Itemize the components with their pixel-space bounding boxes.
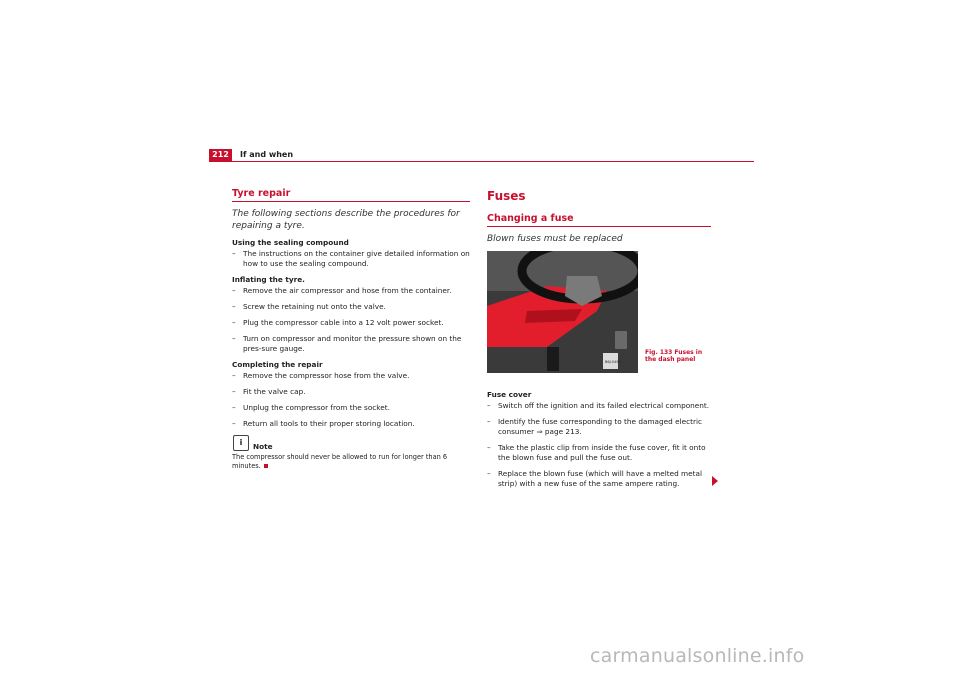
list-item: – Unplug the compressor from the socket. <box>232 403 470 413</box>
list-item: – Take the plastic clip from inside the fuse cover, fit it onto the blown fuse and pull the fuse out. <box>487 443 711 463</box>
list-item: – Fit the valve cap. <box>232 387 470 397</box>
list-item: – Return all tools to their proper storing location. <box>232 419 470 429</box>
list-item: – Turn on compressor and monitor the pressure shown on the pres-sure gauge. <box>232 334 470 354</box>
subheading: Using the sealing compound <box>232 238 349 247</box>
end-square-icon <box>264 464 268 468</box>
figure-caption: Fig. 133 Fuses in the dash panel <box>645 349 703 363</box>
bullet-list <box>487 401 711 489</box>
section-intro: Blown fuses must be replaced <box>487 234 623 244</box>
left-column <box>232 188 470 471</box>
bullet-list <box>232 249 470 269</box>
bullet-list <box>232 286 470 354</box>
list-item: – The instructions on the container give detailed information on how to use the sealing compound. <box>232 249 470 269</box>
right-column <box>487 188 711 495</box>
list-item: – Screw the retaining nut onto the valve. <box>232 302 470 312</box>
bullet-list <box>232 371 470 429</box>
subheading: Fuse cover <box>487 390 532 399</box>
list-item: – Plug the compressor cable into a 12 volt power socket. <box>232 318 470 328</box>
section-title-changing-fuse: Changing a fuse <box>487 213 711 227</box>
subheading: Completing the repair <box>232 360 323 369</box>
list-item: – Remove the compressor hose from the valve. <box>232 371 470 381</box>
section-title-tyre-repair: Tyre repair <box>232 188 470 202</box>
arrow-right-icon <box>712 476 718 486</box>
note-text <box>232 453 470 471</box>
figure-code: B6J-0453 <box>605 360 621 364</box>
subheading: Inflating the tyre. <box>232 275 305 284</box>
list-item: – Remove the air compressor and hose from the container. <box>232 286 470 296</box>
section-intro: The following sections describe the procedures for repairing a tyre. <box>232 209 460 231</box>
page-header <box>209 149 754 162</box>
note-label: Note <box>253 441 273 451</box>
note-body: The compressor should never be allowed to run for longer than 6 minutes. <box>232 453 448 470</box>
figure <box>487 251 711 383</box>
info-icon: i <box>233 435 249 451</box>
list-item: – Identify the fuse corresponding to the damaged electric consumer ⇒ page 213. <box>487 417 711 437</box>
dash-panel-image <box>487 251 638 373</box>
list-item: – Replace the blown fuse (which will have a melted metal strip) with a new fuse of the same ampere rating. <box>487 469 711 489</box>
dash-panel-illustration <box>487 251 638 373</box>
list-item: – Switch off the ignition and its failed electrical component. <box>487 401 711 411</box>
chapter-heading-fuses: Fuses <box>487 189 526 203</box>
note-header <box>232 435 470 451</box>
watermark: carmanualsonline.info <box>590 645 805 667</box>
chapter-title: If and when <box>240 150 294 159</box>
page-number: 212 <box>209 149 232 161</box>
